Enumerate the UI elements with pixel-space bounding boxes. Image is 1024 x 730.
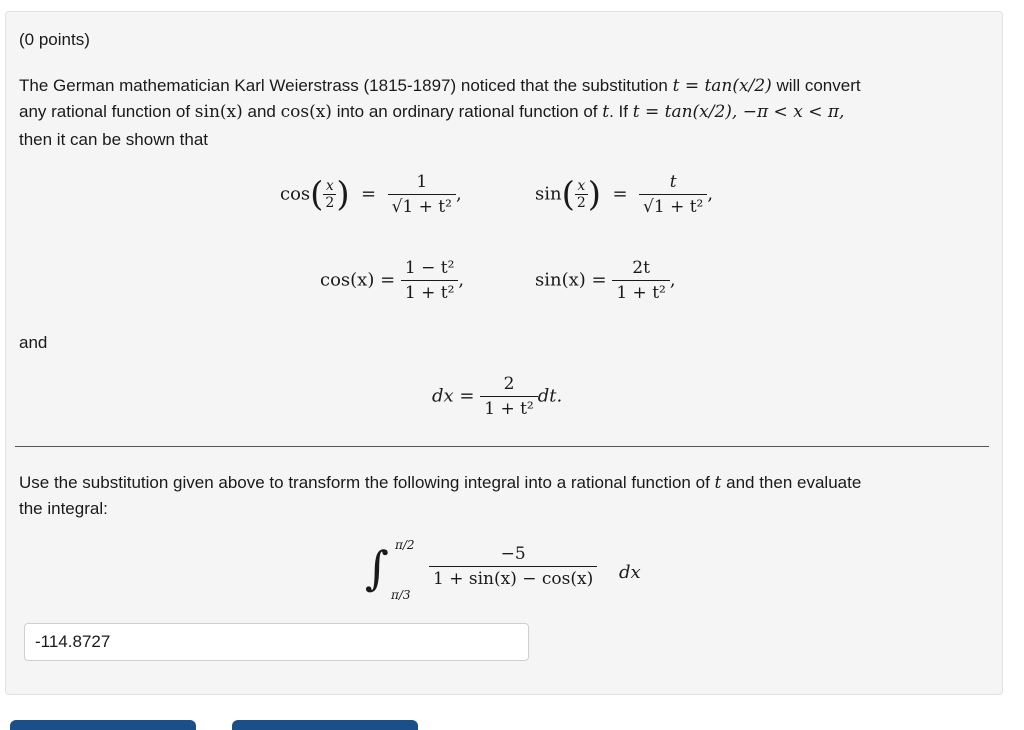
sin-half-formula: sin( $\frac{x}{2}$ ) = $\frac{t}{\text{√1 + t²}}$ , [535, 172, 714, 217]
integrand-denominator: 1 + sin(x) − cos(x) [429, 566, 597, 589]
integral-expression [365, 538, 655, 608]
points-label: (0 points) [19, 30, 90, 49]
intro-line-2: any rational function of sin(x) and cos(x) into an ordinary rational function of t. If t = tan(x/2), −π < x < π, [19, 102, 845, 122]
dx-formula: dx = $\frac{2}{\text{1 + t²}}$ dt. [432, 374, 563, 419]
integral-upper-limit: π/2 [395, 538, 415, 552]
divider [15, 446, 989, 447]
intro-line-3: then it can be shown that [19, 130, 209, 149]
cos-half-formula: cos( $\frac{x}{2}$ ) = $\frac{1}{\text{√1 + t²}}$ , [280, 172, 462, 217]
submit-button[interactable] [10, 720, 196, 730]
and-label: and [19, 333, 48, 352]
cos-x-formula: cos(x) = $\frac{\text{1 − t²}}{\text{1 + t²}}$ , [320, 258, 465, 303]
secondary-button[interactable] [232, 720, 418, 730]
integral-sign-icon: ∫ [365, 541, 389, 595]
integral-dx: dx [619, 562, 641, 583]
answer-input[interactable]: -114.8727 [24, 623, 529, 661]
task-line-1: Use the substitution given above to transform the following integral into a rational function of t and then evaluate [19, 473, 862, 493]
integrand-numerator: −5 [500, 544, 526, 564]
sin-x-formula: sin(x) = $\frac{2t}{\text{1 + t²}}$ , [535, 258, 676, 303]
intro-line-1: The German mathematician Karl Weierstrass (1815-1897) noticed that the substitution t = tan(x/2) will convert [19, 76, 861, 96]
integral-lower-limit: π/3 [391, 588, 411, 602]
task-line-2: the integral: [19, 499, 108, 518]
